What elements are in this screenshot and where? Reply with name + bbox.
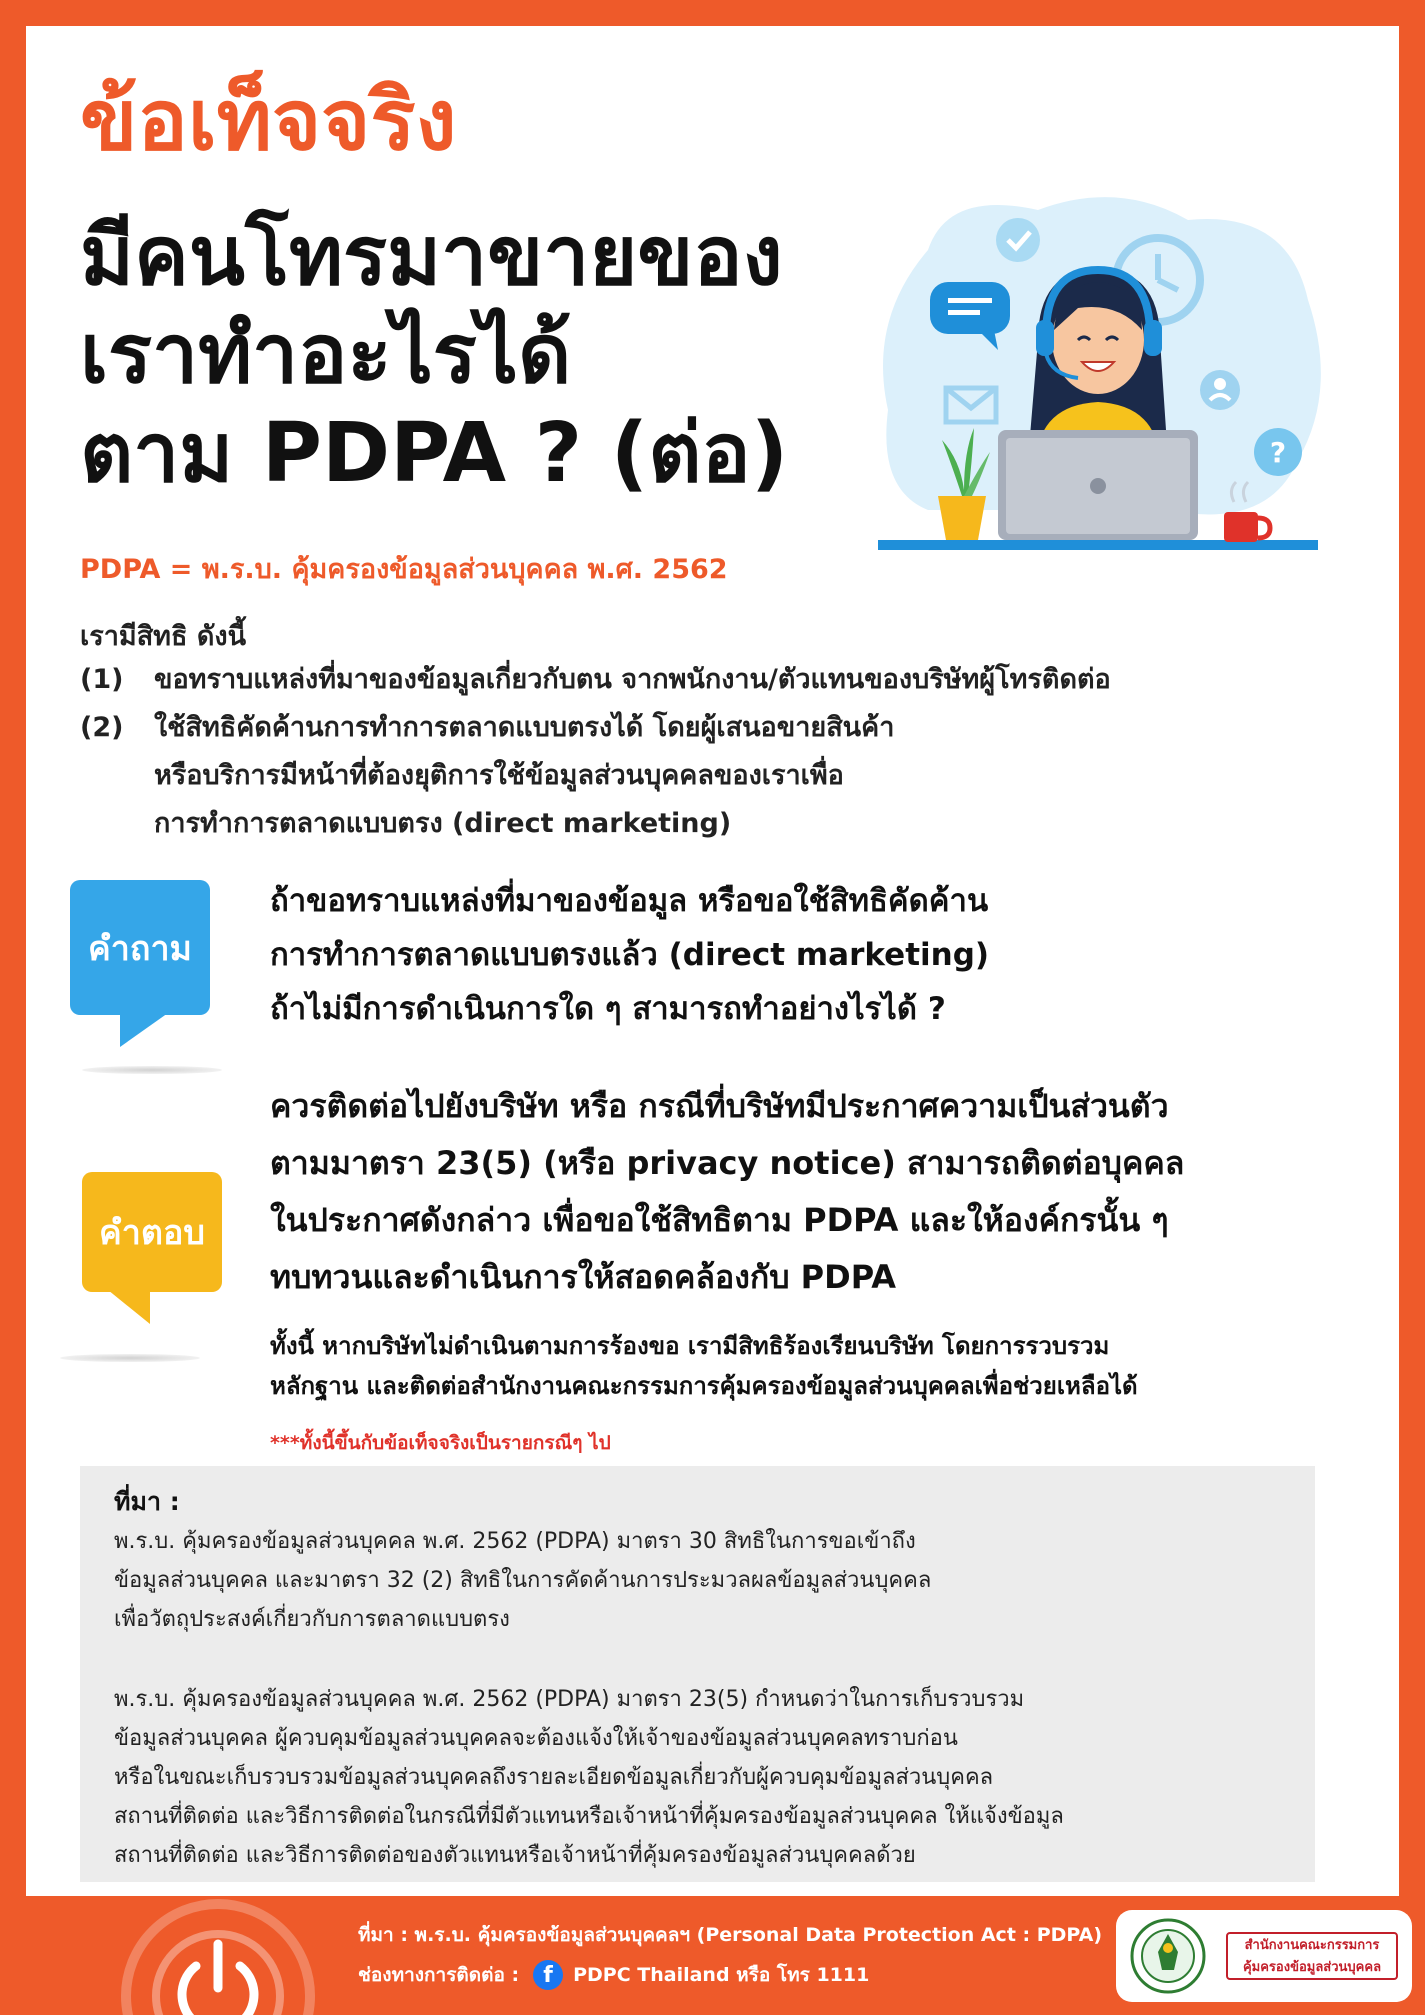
mug-icon — [1224, 512, 1258, 542]
question-badge: คำถาม — [70, 880, 210, 1015]
answer-badge-shadow — [60, 1354, 200, 1362]
ministry-seal-icon — [1130, 1918, 1206, 1994]
org-name: สำนักงานคณะกรรมการ คุ้มครองข้อมูลส่วนบุคคล — [1226, 1932, 1398, 1980]
question-text: ถ้าขอทราบแหล่งที่มาของข้อมูล หรือขอใช้สิทธิคัดค้าน การทำการตลาดแบบตรงแล้ว (direct marketing) ถ้าไม่มีการดำเนินการใด ๆ สามารถทำอย่างไรได้ ? — [270, 883, 990, 1027]
question-badge-shadow — [82, 1066, 222, 1074]
chat-bubble-icon — [930, 282, 1010, 334]
list-item-number: (1) — [80, 664, 124, 695]
list-item — [80, 704, 1360, 848]
answer-text: ควรติดต่อไปยังบริษัท หรือ กรณีที่บริษัทมีประกาศความเป็นส่วนตัว ตามมาตรา 23(5) (หรือ privacy notice) สามารถติดต่อบุคคล ในประกาศดังกล่าว เพื่อขอใช้สิทธิตาม PDPA และให้องค์กรนั้น ๆ ทบทวนและดำเนินการให้สอดคล้องกับ PDPA — [270, 1087, 1185, 1296]
org-logo-box — [1116, 1910, 1412, 2002]
contact-label: ช่องทางการติดต่อ : — [358, 1964, 520, 1986]
kicker-label: ข้อเท็จจริง — [80, 71, 457, 169]
facebook-icon: f — [533, 1960, 563, 1990]
check-icon — [996, 218, 1040, 262]
answer-badge: คำตอบ — [82, 1172, 222, 1292]
svg-text:?: ? — [1269, 436, 1287, 469]
complaint-note: ทั้งนี้ หากบริษัทไม่ดำเนินตามการร้องขอ เรามีสิทธิร้องเรียนบริษัท โดยการรวบรวม หลักฐาน และติดต่อสำนักงานคณะกรรมการคุ้มครองข้อมูลส่วนบุคคลเพื่อช่วยเหลือได้ — [270, 1332, 1138, 1400]
footer — [0, 1896, 1425, 2015]
list-item-text: ใช้สิทธิคัดค้านการทำการตลาดแบบตรงได้ โดยผู้เสนอขายสินค้า หรือบริการมีหน้าที่ต้องยุติการใช้ข้อมูลส่วนบุคคลของเราเพื่อ การทำการตลาดแบบตรง (direct marketing) — [154, 712, 895, 839]
reference-paragraph: พ.ร.บ. คุ้มครองข้อมูลส่วนบุคคล พ.ศ. 2562 (PDPA) มาตรา 23(5) กำหนดว่าในการเก็บรวบรวม ข้อมูลส่วนบุคคล ผู้ควบคุมข้อมูลส่วนบุคคลจะต้องแจ้งให้เจ้าของข้อมูลส่วนบุคคลทราบก่อน หรือในขณะเก็บรวบรวมข้อมูลส่วนบุคคลถึงรายละเอียดข้อมูลเกี่ยวกับผู้ควบคุมข้อมูลส่วนบุคคล สถานที่ติดต่อ และวิธีการติดต่อในกรณีที่มีตัวแทนหรือเจ้าหน้าที่คุ้มครองข้อมูลส่วนบุคคล ให้แจ้งข้อมูล สถานที่ติดต่อ และวิธีการติดต่อของตัวแทนหรือเจ้าหน้าที่คุ้มครองข้อมูลส่วนบุคคลด้วย — [114, 1687, 1064, 1868]
rights-intro: เรามีสิทธิ ดังนี้ — [80, 621, 247, 652]
footer-source: ที่มา : พ.ร.บ. คุ้มครองข้อมูลส่วนบุคคลฯ (Personal Data Protection Act : PDPA) — [358, 1924, 1102, 1946]
title-line: ตาม PDPA ? (ต่อ) — [80, 405, 789, 501]
reference-paragraph: พ.ร.บ. คุ้มครองข้อมูลส่วนบุคคล พ.ศ. 2562 (PDPA) มาตรา 30 สิทธิในการขอเข้าถึง ข้อมูลส่วนบุคคล และมาตรา 32 (2) สิทธิในการคัดค้านการประมวลผลข้อมูลส่วนบุคคล เพื่อวัตถุประสงค์เกี่ยวกับการตลาดแบบตรง — [114, 1529, 932, 1632]
list-item-text: ขอทราบแหล่งที่มาของข้อมูลเกี่ยวกับตน จากพนักงาน/ตัวแทนของบริษัทผู้โทรติดต่อ — [154, 664, 1111, 695]
contact-value: PDPC Thailand หรือ โทร 1111 — [573, 1964, 870, 1986]
rights-list — [80, 656, 1360, 848]
power-icon — [118, 1896, 318, 2015]
reference-box — [80, 1466, 1315, 1882]
title-line: เราทำอะไรได้ — [80, 307, 572, 403]
call-center-illustration — [868, 190, 1328, 570]
question-badge-tail — [120, 1013, 168, 1047]
page-title — [80, 208, 880, 503]
reference-title: ที่มา : — [114, 1487, 180, 1516]
list-item — [80, 656, 1360, 704]
footer-contact — [358, 1960, 869, 1990]
answer-badge-tail — [108, 1290, 150, 1324]
pdpa-definition: PDPA = พ.ร.บ. คุ้มครองข้อมูลส่วนบุคคล พ.ศ. 2562 — [80, 554, 728, 585]
title-line: มีคนโทรมาขายของ — [80, 209, 783, 304]
list-item-number: (2) — [80, 712, 124, 743]
disclaimer: ***ทั้งนี้ขึ้นกับข้อเท็จจริงเป็นรายกรณีๆ ไป — [270, 1432, 611, 1454]
